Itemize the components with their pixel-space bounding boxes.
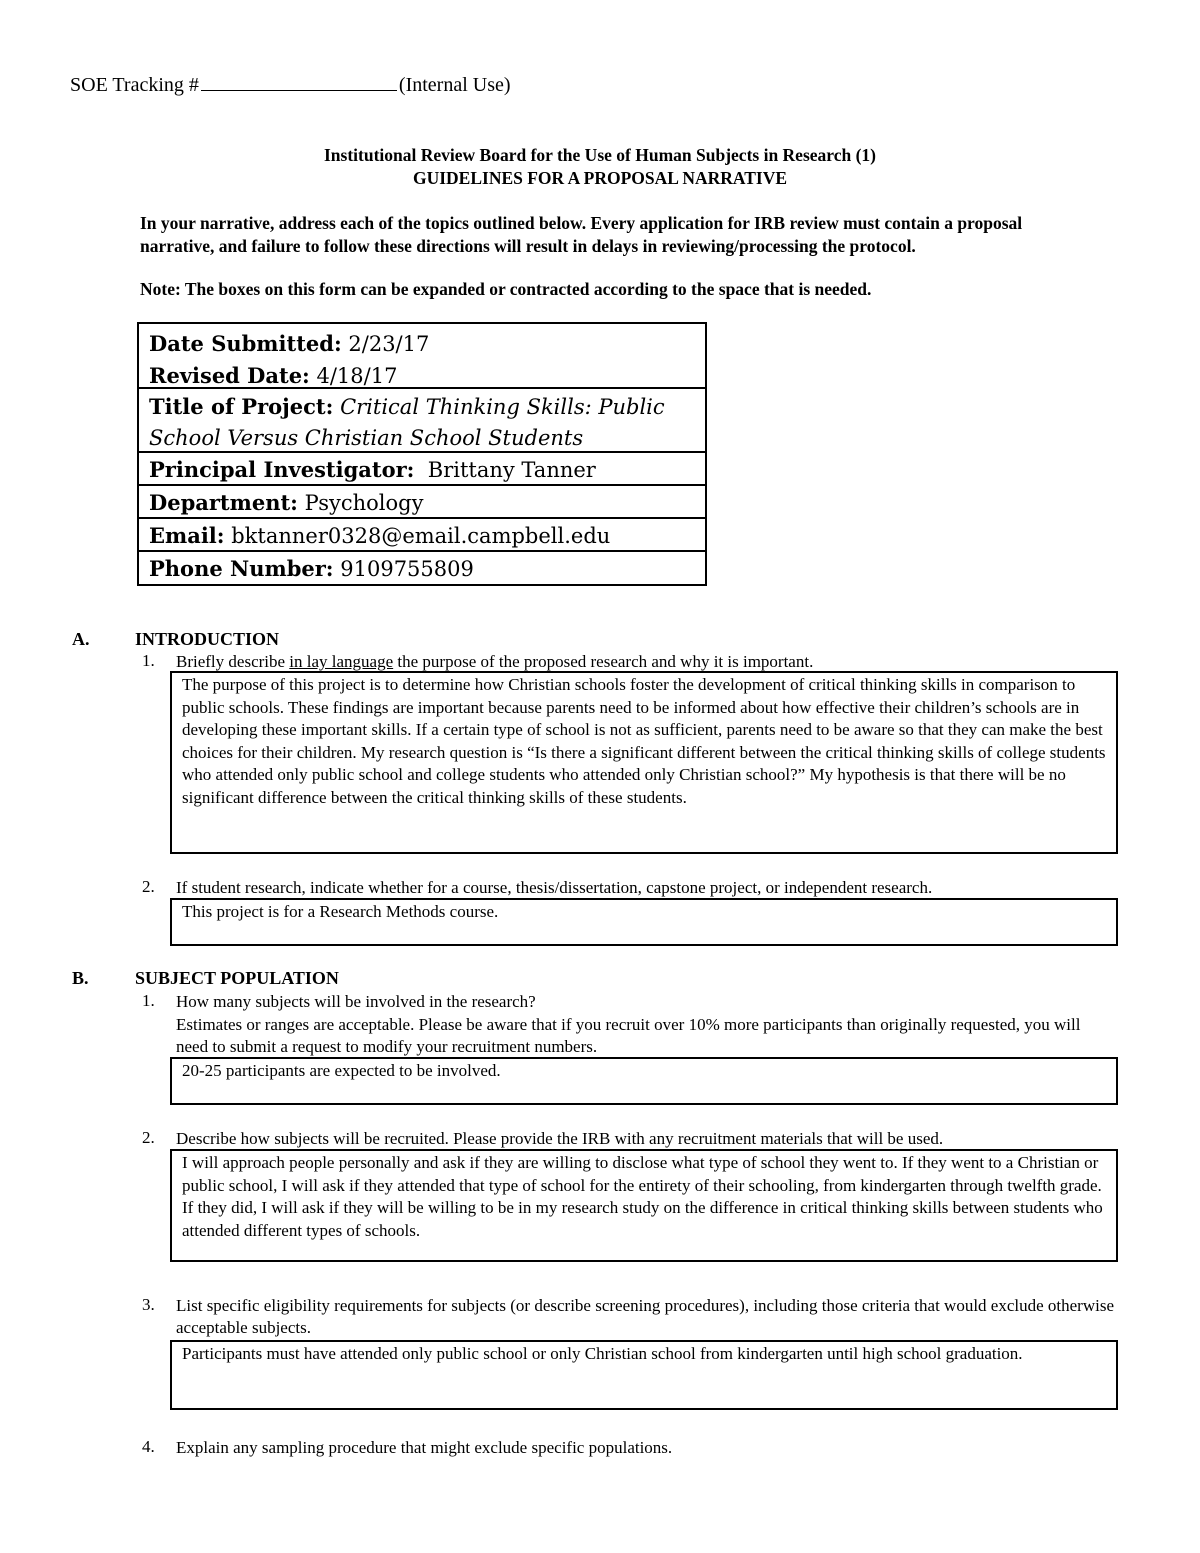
phone-row — [139, 552, 705, 584]
section-b-letter: B. — [72, 968, 89, 988]
tracking-line — [70, 74, 511, 97]
b-q2-question: Describe how subjects will be recruited. Please provide the IRB with any recruitment materials that will be used. — [176, 1129, 944, 1148]
department-value[interactable]: Psychology — [304, 491, 424, 515]
instructions: In your narrative, address each of the topics outlined below. Every application for IRB review must contain a proposal narrative, and failure to follow these directions will result in delays in reviewing/processing the protocol. — [140, 213, 1023, 256]
section-a-title: INTRODUCTION — [135, 629, 280, 649]
revised-date-label: Revised Date: — [149, 363, 310, 388]
a-q1-text-underlined: in lay language — [289, 652, 394, 671]
email-label: Email: — [149, 523, 225, 548]
b-q3-answer-box[interactable]: Participants must have attended only public school or only Christian school from kindergarten until high school graduation. — [170, 1340, 1118, 1410]
department-row — [139, 486, 705, 519]
tracking-label: SOE Tracking # — [70, 74, 199, 96]
note: Note: The boxes on this form can be expanded or contracted according to the space that is needed. — [140, 279, 872, 299]
email-value[interactable]: bktanner0328@email.campbell.edu — [231, 524, 611, 548]
b-q4-number: 4. — [142, 1437, 155, 1456]
date-submitted-label: Date Submitted: — [149, 331, 342, 356]
a-q1-question — [176, 651, 1136, 673]
b-q1-question: How many subjects will be involved in the research? — [176, 992, 536, 1011]
title-value[interactable]: Critical Thinking Skills: Public School Versus Christian School Students — [149, 395, 665, 450]
pi-row — [139, 453, 705, 486]
b-q2-answer-box[interactable]: I will approach people personally and ask if they are willing to disclose what type of school they went to. If they went to a Christian or public school, I will ask if they attended that type of school for the entirety of their schooling, from kindergarten through twelfth grade. If they did, I will ask if they will be willing to be in my research study on the difference in critical thinking skills between students who attended different types of schools. — [170, 1149, 1118, 1262]
internal-use-label: (Internal Use) — [398, 74, 511, 96]
date-submitted-value[interactable]: 2/23/17 — [348, 332, 430, 356]
email-row — [139, 519, 705, 552]
form-title: Institutional Review Board for the Use of Human Subjects in Research (1) — [323, 145, 877, 165]
pi-value[interactable]: Brittany Tanner — [427, 458, 596, 482]
b-q3-question: List specific eligibility requirements for subjects (or describe screening procedures), including those criteria that would exclude otherwise acceptable subjects. — [176, 1296, 1114, 1337]
section-a-letter: A. — [72, 629, 90, 649]
tracking-number-blank[interactable] — [201, 74, 397, 91]
title-row — [139, 389, 705, 453]
project-info-table — [137, 322, 707, 586]
dates-row — [139, 324, 705, 389]
a-q1-answer-box[interactable]: The purpose of this project is to determine how Christian schools foster the development of critical thinking skills in comparison to public schools. These findings are important because parents need to be informed about how effective their children’s schools are in developing these important skills. If a certain type of school is not as sufficient, parents need to be aware so that they can make the best choices for their children. My research question is “Is there a significant different between the critical thinking skills of college students who attended only public school and college students who attended only Christian school?” My hypothesis is that there will be no significant difference between the critical thinking skills of these students. — [170, 671, 1118, 854]
b-q1-subtext: Estimates or ranges are acceptable. Please be aware that if you recruit over 10% more participants than originally requested, you will need to submit a request to modify your recruitment numbers. — [176, 1015, 1081, 1056]
b-q1-answer-box[interactable]: 20-25 participants are expected to be involved. — [170, 1057, 1118, 1105]
a-q1-text-pre: Briefly describe — [176, 652, 290, 671]
a-q2-answer-box[interactable]: This project is for a Research Methods course. — [170, 898, 1118, 946]
title-label: Title of Project: — [149, 394, 334, 419]
revised-date-value[interactable]: 4/18/17 — [316, 364, 398, 388]
a-q1-text-post: the purpose of the proposed research and why it is important. — [393, 652, 814, 671]
phone-label: Phone Number: — [149, 556, 334, 581]
pi-label: Principal Investigator: — [149, 457, 415, 482]
phone-value[interactable]: 9109755809 — [340, 557, 474, 581]
department-label: Department: — [149, 490, 298, 515]
section-b-title: SUBJECT POPULATION — [135, 968, 339, 988]
b-q1-number: 1. — [142, 991, 155, 1010]
a-q2-question: If student research, indicate whether for a course, thesis/dissertation, capstone project, or independent research. — [176, 878, 933, 897]
a-q1-number: 1. — [142, 651, 155, 670]
b-q3-number: 3. — [142, 1295, 155, 1314]
b-q2-number: 2. — [142, 1128, 155, 1147]
a-q2-number: 2. — [142, 877, 155, 896]
form-subtitle: GUIDELINES FOR A PROPOSAL NARRATIVE — [412, 168, 788, 188]
b-q4-question: Explain any sampling procedure that might exclude specific populations. — [176, 1438, 673, 1457]
